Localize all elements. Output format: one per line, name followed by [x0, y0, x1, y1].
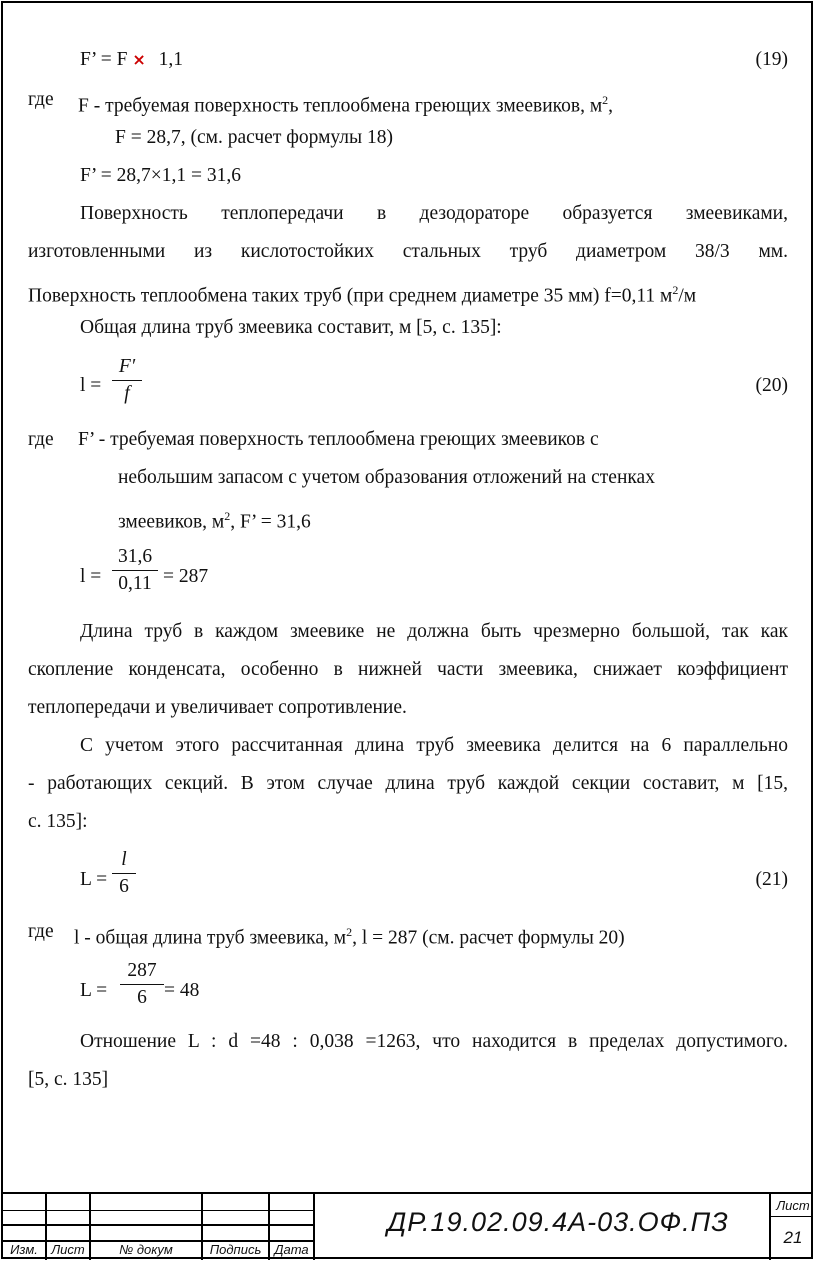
stamp-divider: [769, 1194, 771, 1260]
para1-line3sup: 2: [672, 283, 679, 297]
calc21-num: 287: [127, 960, 157, 981]
eq19-number: (19): [755, 49, 788, 70]
f-prime-calc: F’ = 28,7×1,1 = 31,6: [80, 165, 242, 186]
stamp-row-line: [769, 1216, 813, 1217]
calc20-fraction: [112, 544, 158, 597]
eq20-lhs: l =: [80, 375, 102, 396]
eq21-lhs: L =: [80, 869, 108, 890]
where-label-1: где: [28, 89, 54, 110]
eq21-number: (21): [755, 869, 788, 890]
equation-19: [80, 48, 183, 72]
f-value-line: F = 28,7, (см. расчет формулы 18): [115, 127, 394, 148]
where-label-2: где: [28, 429, 54, 450]
where-definition-1: [78, 88, 613, 119]
stamp-divider: [313, 1194, 315, 1260]
where2-line3sup: 2: [224, 509, 231, 523]
para4-line1: С учетом этого рассчитанная длина труб змеевика делится на 6 параллельно: [80, 735, 788, 756]
para1-line1: Поверхность теплопередачи в дезодораторе образуется змеевиками,: [80, 203, 788, 224]
where3-line: [74, 920, 625, 951]
stamp-label-signature: Подпись: [209, 1242, 262, 1257]
where3-text-a: l - общая длина труб змеевика, м: [74, 927, 347, 949]
multiply-cross-icon: ×: [132, 50, 146, 69]
para1-line2: изготовленными из кислотостойких стальных труб диаметром 38/3 мм.: [28, 241, 788, 262]
title-block-stamp: [3, 1192, 813, 1260]
para3-line3: теплопередачи и увеличивает сопротивление.: [28, 697, 407, 718]
calc21-fraction: [120, 958, 164, 1011]
calc21-lhs: L =: [80, 980, 108, 1001]
where1-text: F - требуемая поверхность теплообмена греющих змеевиков, м: [78, 95, 603, 117]
sheet-number: 21: [783, 1228, 803, 1247]
eq21-num: l: [121, 849, 127, 870]
para1-line3a: Поверхность теплообмена таких труб (при среднем диаметре 35 мм) f=0,11 м: [28, 285, 673, 307]
document-code: ДР.19.02.09.4А-03.ОФ.ПЗ: [387, 1207, 729, 1237]
where2-line1: F’ - требуемая поверхность теплообмена греющих змеевиков с: [78, 429, 599, 450]
where3-sup: 2: [346, 925, 353, 939]
calc20-den: 0,11: [118, 573, 152, 594]
para5-line2: [5, с. 135]: [28, 1069, 109, 1090]
where3-text-b: , l = 287 (см. расчет формулы 20): [352, 927, 625, 949]
para3-line1: Длина труб в каждом змеевике не должна быть чрезмерно большой, так как: [80, 621, 788, 642]
para3-line2: скопление конденсата, особенно в нижней части змеевика, снижает коэффициент: [28, 659, 788, 680]
para1-line3b: /м: [678, 285, 697, 307]
para5-line1: Отношение L : d =48 : 0,038 =1263, что находится в пределах допустимого.: [80, 1031, 788, 1052]
where2-line3b: , F’ = 31,6: [230, 511, 311, 533]
where2-line2: небольшим запасом с учетом образования отложений на стенках: [118, 467, 655, 488]
where1-sup: 2: [602, 93, 609, 107]
eq20-num: F′: [118, 356, 136, 377]
para2: Общая длина труб змеевика составит, м [5, с. 135]:: [80, 317, 502, 338]
calc21-den: 6: [137, 987, 147, 1008]
eq21-den: 6: [119, 876, 129, 897]
where-label-3: где: [28, 921, 54, 942]
para4-line2: - работающих секций. В этом случае длина труб каждой секции составит, м [15,: [28, 773, 788, 794]
para1-line3: [28, 278, 696, 309]
eq21-fraction: [112, 847, 136, 900]
para4-line3: с. 135]:: [28, 811, 88, 832]
eq20-den: f: [124, 383, 130, 404]
calc20-num: 31,6: [117, 546, 153, 567]
stamp-label-doc: № докум: [119, 1242, 173, 1257]
eq20-fraction: [112, 354, 142, 407]
stamp-row-line: [3, 1224, 313, 1226]
eq20-number: (20): [755, 375, 788, 396]
sheet-label: Лист: [776, 1198, 810, 1213]
where2-line3: [118, 504, 311, 535]
where1-tail: ,: [608, 95, 614, 117]
stamp-label-date: Дата: [274, 1242, 309, 1257]
calc21-rhs: = 48: [164, 980, 200, 1001]
eq19-factor: 1,1: [158, 49, 184, 70]
calc20-lhs: l =: [80, 566, 102, 587]
stamp-row-line: [3, 1210, 313, 1211]
stamp-label-list: Лист: [51, 1242, 85, 1257]
eq19-text: F’ = F: [80, 49, 128, 70]
stamp-label-izm: Изм.: [10, 1242, 38, 1257]
where2-line3a: змеевиков, м: [118, 511, 225, 533]
calc20-rhs: = 287: [163, 566, 209, 587]
